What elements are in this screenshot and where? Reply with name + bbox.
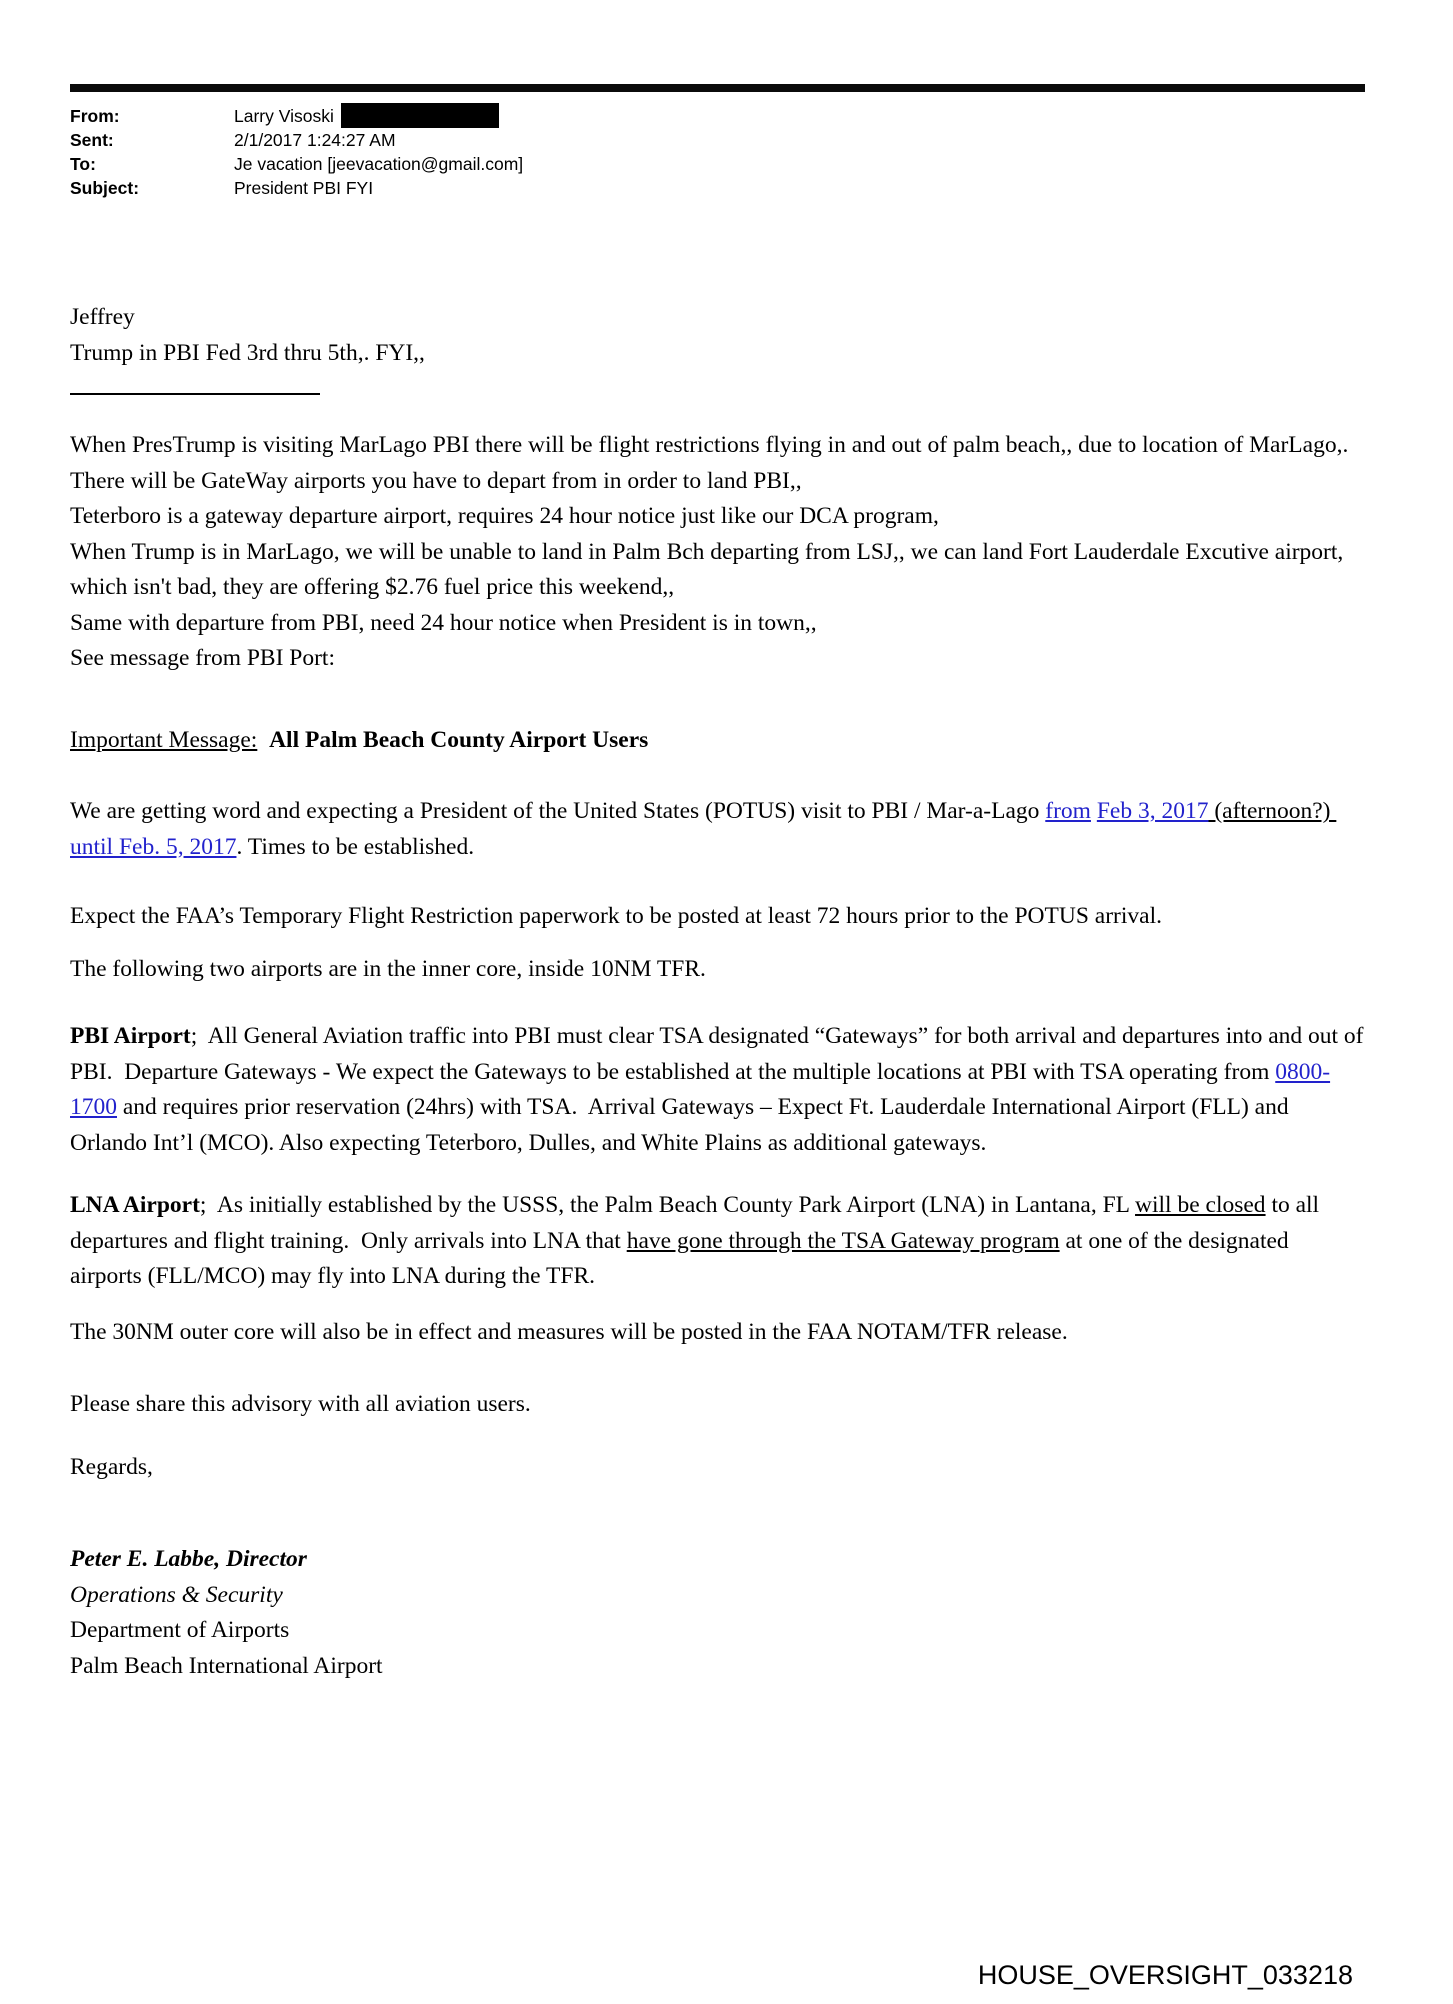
- sent-value: 2/1/2017 1:24:27 AM: [234, 130, 396, 150]
- text-run: have gone through the TSA Gateway program: [626, 1227, 1060, 1254]
- text-run: [257, 727, 269, 753]
- share-advisory-paragraph: Please share this advisory with all aviation users.: [70, 1391, 531, 1417]
- header-row-from: [70, 103, 1365, 128]
- from-value: Larry Visoski: [234, 106, 334, 126]
- sent-label: Sent:: [70, 130, 114, 150]
- intro-line-5: Same with departure from PBI, need 24 hour notice when President is in town,,: [70, 609, 817, 636]
- email-body: [70, 300, 1370, 1684]
- subject-label: Subject:: [70, 178, 140, 198]
- email-header: [70, 103, 1365, 200]
- signature-organization: Palm Beach International Airport: [70, 1652, 383, 1679]
- from-link[interactable]: from: [1045, 798, 1091, 824]
- regards-line: Regards,: [70, 1453, 153, 1480]
- separator-line: [70, 393, 320, 395]
- text-run: LNA Airport: [70, 1192, 200, 1218]
- subject-value: President PBI FYI: [234, 178, 374, 198]
- lna-airport-paragraph: [70, 1188, 1365, 1295]
- from-label: From:: [70, 106, 120, 126]
- until-feb-5-2017-link[interactable]: until Feb. 5, 2017: [70, 833, 237, 860]
- signature-title: Operations & Security: [70, 1581, 283, 1608]
- 0800-1700-link[interactable]: 0800-1700: [70, 1058, 1331, 1120]
- text-run: and requires prior reservation (24hrs) with TSA. Arrival Gateways – Expect Ft. Lauderdale International Airport (FLL) and Orlando Int’l (MCO). Also expecting Teterboro, Dulles, and White Plains as additional gateways.: [70, 1094, 1295, 1156]
- faa-tfr-paragraph: Expect the FAA’s Temporary Flight Restriction paperwork to be posted at least 72 hours prior to the POTUS arrival.: [70, 903, 1162, 929]
- signature-name: Peter E. Labbe, Director: [70, 1546, 307, 1572]
- intro-block: [70, 428, 1365, 677]
- header-row-sent: [70, 128, 1365, 152]
- greeting-block: [70, 300, 1365, 371]
- signature-block: [70, 1542, 1365, 1684]
- bates-number: HOUSE_OVERSIGHT_033218: [977, 1960, 1353, 1990]
- intro-line-6: See message from PBI Port:: [70, 645, 335, 671]
- header-row-to: [70, 152, 1365, 176]
- text-run: We are getting word and expecting a President of the United States (POTUS) visit to PBI / Mar-a-Lago: [70, 798, 1046, 824]
- text-run: will be closed: [1135, 1192, 1266, 1218]
- intro-line-4: When Trump is in MarLago, we will be unable to land in Palm Bch departing from LSJ,, we can land Fort Lauderdale Excutive airport, which isn't bad, they are offering $2.76 fuel price this weekend,,: [70, 538, 1350, 600]
- email-document-page: [0, 84, 1453, 1990]
- greeting-line-1: Jeffrey: [70, 304, 135, 330]
- text-run: Important Message:: [70, 726, 258, 753]
- to-label: To:: [70, 154, 96, 174]
- potus-visit-paragraph: [70, 794, 1365, 865]
- text-run: All Palm Beach County Airport Users: [269, 726, 649, 753]
- important-message-line: [70, 723, 1365, 759]
- redaction-box: [341, 103, 499, 128]
- text-run: at one of the designated airports (FLL/MCO) may fly into LNA during the TFR.: [70, 1227, 1295, 1289]
- outer-core-paragraph: The 30NM outer core will also be in effect and measures will be posted in the FAA NOTAM/TFR release.: [70, 1318, 1068, 1345]
- text-run: to all departures and flight training. Only arrivals into LNA that: [70, 1192, 1325, 1254]
- feb-3-2017-link[interactable]: Feb 3, 2017: [1096, 798, 1209, 824]
- text-run: (afternoon?): [1208, 798, 1337, 824]
- intro-line-2: There will be GateWay airports you have to depart from in order to land PBI,,: [70, 467, 802, 494]
- pbi-airport-paragraph: [70, 1019, 1370, 1161]
- to-value: Je vacation [jeevacation@gmail.com]: [234, 154, 524, 174]
- text-run: ; All General Aviation traffic into PBI must clear TSA designated “Gateways” for both arrival and departures into and out of PBI. Departure Gateways - We expect the Gateways to be established at the multiple locations at PBI with TSA operating from: [70, 1023, 1370, 1085]
- text-run: ; As initially established by the USSS, the Palm Beach County Park Airport (LNA) in Lantana, FL: [199, 1192, 1136, 1218]
- intro-line-1: When PresTrump is visiting MarLago PBI there will be flight restrictions flying in and out of palm beach,, due to location of MarLago,.: [70, 432, 1349, 458]
- greeting-line-2: Trump in PBI Fed 3rd thru 5th,. FYI,,: [70, 339, 425, 366]
- signature-department: Department of Airports: [70, 1617, 290, 1643]
- top-divider-bar: [70, 84, 1365, 92]
- intro-line-3: Teterboro is a gateway departure airport, requires 24 hour notice just like our DCA program,: [70, 503, 939, 529]
- inner-core-paragraph: The following two airports are in the inner core, inside 10NM TFR.: [70, 955, 706, 982]
- header-row-subject: [70, 176, 1365, 200]
- text-run: PBI Airport: [70, 1023, 191, 1049]
- text-run: . Times to be established.: [236, 833, 475, 860]
